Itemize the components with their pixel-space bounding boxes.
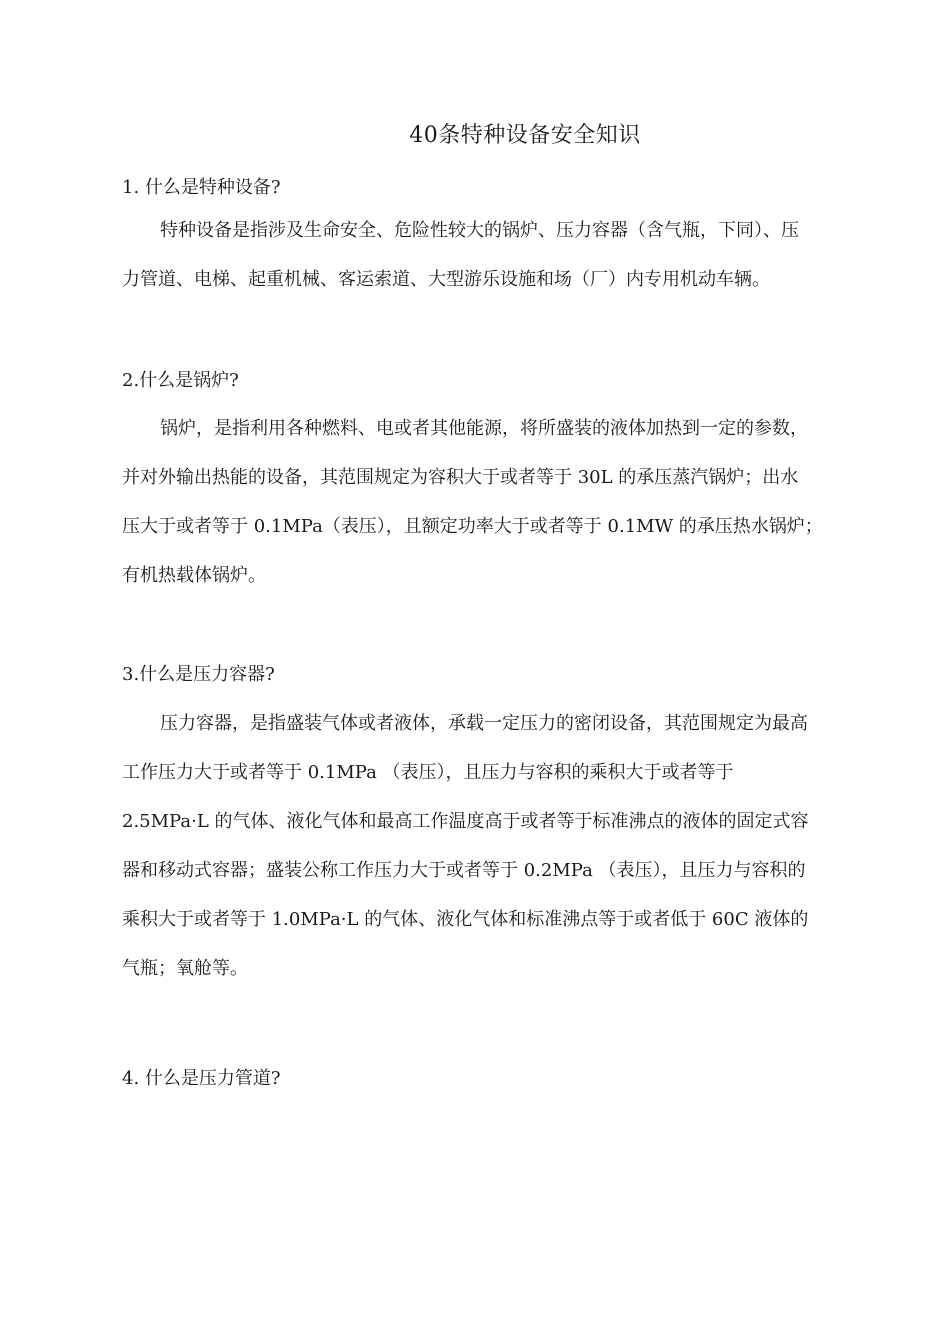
- answer-2-line-2: 并对外输出热能的设备，其范围规定为容积大于或者等于 30L 的承压蒸汽锅炉；出水: [122, 467, 799, 488]
- answer-3-line-6: 气瓶；氧舱等。: [122, 958, 248, 979]
- answer-3-line-1: 压力容器，是指盛装气体或者液体，承载一定压力的密闭设备，其范围规定为最高: [160, 713, 808, 734]
- answer-2: [122, 404, 928, 600]
- question-1: 1. 什么是特种设备?: [122, 177, 281, 198]
- answer-3-line-4: 器和移动式容器；盛装公称工作压力大于或者等于 0.2MPa （表压），且压力与容积的: [122, 860, 806, 881]
- answer-3-line-5: 乘积大于或者等于 1.0MPa·L 的气体、液化气体和标准沸点等于或者低于 60C 液体的: [122, 909, 809, 930]
- answer-2-line-4: 有机热载体锅炉。: [122, 565, 266, 586]
- question-4: 4. 什么是压力管道?: [122, 1068, 281, 1089]
- answer-1-line-1: 特种设备是指涉及生命安全、危险性较大的锅炉、压力容器（含气瓶，下同）、压: [160, 220, 799, 241]
- document-title: 40条特种设备安全知识: [409, 123, 641, 148]
- answer-3-line-2: 工作压力大于或者等于 0.1MPa （表压），且压力与容积的乘积大于或者等于: [122, 762, 734, 783]
- answer-2-line-1: 锅炉，是指利用各种燃料、电或者其他能源，将所盛装的液体加热到一定的参数，: [160, 418, 808, 439]
- question-3: 3.什么是压力容器?: [122, 664, 275, 685]
- answer-3: [122, 699, 928, 993]
- answer-1-line-2: 力管道、电梯、起重机械、客运索道、大型游乐设施和场（厂）内专用机动车辆。: [122, 269, 770, 290]
- answer-3-line-3: 2.5MPa·L 的气体、液化气体和最高工作温度高于或者等于标准沸点的液体的固定式容: [122, 811, 809, 832]
- answer-1: [122, 206, 928, 304]
- question-2: 2.什么是锅炉?: [122, 370, 239, 391]
- answer-2-line-3: 压大于或者等于 0.1MPa（表压），且额定功率大于或者等于 0.1MW 的承压热水锅炉；: [122, 516, 823, 537]
